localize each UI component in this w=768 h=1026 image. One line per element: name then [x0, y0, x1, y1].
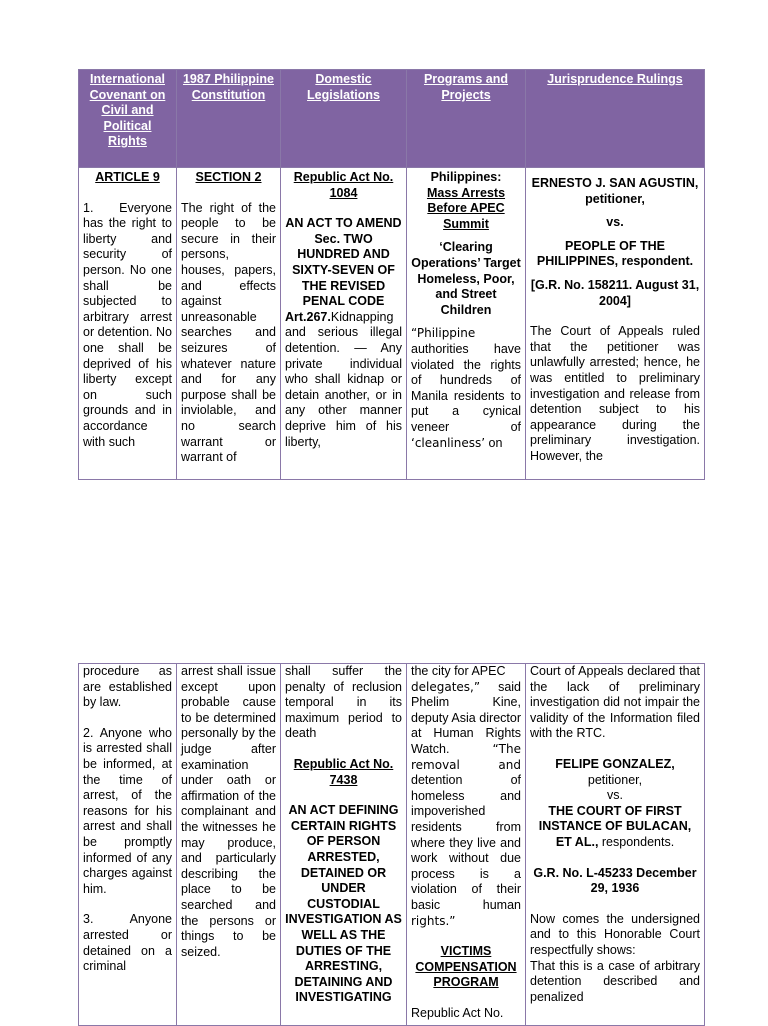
program-country: Philippines:: [430, 170, 502, 184]
program-tail-text: Republic Act No.: [411, 1005, 504, 1020]
cell-iccpr-cont: [79, 664, 177, 1026]
program-attribution: said Phelim Kine, deputy Asia director at Human Rights Watch.: [411, 679, 521, 756]
header-iccpr: International Covenant on Civil and Political Rights: [79, 70, 177, 168]
ra-7438-title: Republic Act No. 7438: [293, 756, 394, 787]
case-2-petitioner: [530, 757, 700, 788]
ruling-2-text: Now comes the undersigned and to this Honorable Court respectfully shows:: [530, 911, 700, 957]
case-2-petitioner-role: petitioner,: [587, 772, 643, 787]
cell-jurisprudence-cont: [526, 664, 705, 1026]
program-line-1: the city for APEC: [411, 664, 506, 678]
header-jurisprudence: Jurisprudence Rulings: [526, 70, 705, 168]
case-2-petitioner-name: FELIPE GONZALEZ,: [555, 756, 675, 771]
article-para-3: 3. Anyone arrested or detained on a criminal: [83, 912, 172, 974]
case-vs: vs.: [606, 215, 624, 230]
content-row-1: [79, 168, 705, 480]
program-quote-2-open: “The removal and: [411, 741, 521, 772]
section-text-cont: arrest shall issue except upon probable cause to be determined personally by the judge after examination under oath or affirmation of the complainant and the witnesses he may produce, and particularly describing the place to be searched and the persons or things to be seized.: [181, 664, 276, 959]
article-title: ARTICLE 9: [95, 170, 160, 184]
art-267-text-cont: shall suffer the penalty of reclusion temporal in its maximum period to death: [285, 664, 402, 741]
case-gr-number: [G.R. No. 158211. August 31, 2004]: [530, 277, 700, 308]
program-subtitle: ‘Clearing Operations’ Target Homeless, Poor, and Street Children: [411, 240, 521, 317]
ra-1084-subtitle: AN ACT TO AMEND Sec. TWO HUNDRED AND SIXTY-SEVEN OF THE REVISED PENAL CODE: [285, 216, 402, 309]
case-2-vs: vs.: [607, 788, 623, 803]
cell-iccpr: [79, 168, 177, 480]
program-text-cont: [411, 664, 521, 929]
comparison-table-continued: [78, 663, 705, 1026]
cell-jurisprudence: [526, 168, 705, 480]
program-quote-2-body: detention of homeless and impoverished residents from where they live and work without due process is a violation of their basic human: [411, 773, 521, 912]
article-body: Kidnapping and serious illegal detention. — Any private individual who shall kidnap or detain another, or in any other manner deprive him of his liberty,: [285, 309, 402, 449]
cell-legislation: [281, 168, 407, 480]
case-party-petitioner: ERNESTO J. SAN AGUSTIN, petitioner,: [531, 176, 699, 206]
article-text-cont: procedure as are established by law.: [83, 664, 172, 710]
case-2-gr-number: G.R. No. L-45233 December 29, 1936: [533, 865, 697, 896]
ruling-text: The Court of Appeals ruled that the petitioner was unlawfully arrested; hence, he was entitled to preliminary investigation and release from detention subject to his appearance during the preliminary investigation. However, the: [530, 324, 700, 463]
program-tail: on: [488, 435, 503, 450]
header-row: [79, 70, 705, 168]
ruling-text-cont: Court of Appeals declared that the lack of preliminary investigation did not impair the validity of the Information filed with the RTC.: [530, 664, 700, 741]
header-programs: Programs and Projects: [407, 70, 526, 168]
case-2-respondent: [530, 804, 700, 851]
ruling-2-text-cont: That this is a case of arbitrary detention described and penalized: [530, 958, 700, 1004]
program-text: [411, 326, 521, 451]
cell-constitution: [177, 168, 281, 480]
case-2-respondent-role: respondents.: [598, 834, 675, 849]
article-number: Art.267.: [285, 309, 331, 324]
article-para-2: 2. Anyone who is arrested shall be informed, at the time of arrest, of the reasons for his arrest and shall be promptly informed of any charges against him.: [83, 725, 172, 896]
quote-word: ‘cleanliness’: [411, 435, 486, 450]
case-2-respondent-name: THE COURT OF FIRST INSTANCE OF BULACAN, ET AL.,: [538, 803, 692, 849]
program-quote-2-close: rights.”: [411, 913, 456, 928]
content-row-2: [79, 664, 705, 1026]
ra-7438-subtitle: AN ACT DEFINING CERTAIN RIGHTS OF PERSON ARRESTED, DETAINED OR UNDER CUSTODIAL INVESTIGATION AS WELL AS THE DUTIES OF THE ARRESTING, DETAINING AND INVESTIGATING: [285, 803, 402, 1005]
ra-1084-title: Republic Act No. 1084: [293, 170, 394, 200]
victims-program-title: VICTIMS COMPENSATION PROGRAM: [415, 944, 517, 990]
header-constitution: 1987 Philippine Constitution: [177, 70, 281, 168]
program-title: Mass Arrests Before APEC Summit: [426, 185, 506, 231]
cell-programs: [407, 168, 526, 480]
program-body: authorities have violated the rights of hundreds of Manila residents to put a cynical veneer of: [411, 341, 521, 434]
cell-programs-cont: [407, 664, 526, 1026]
header-legislations: Domestic Legislations: [281, 70, 407, 168]
program-heading: [411, 170, 521, 232]
cell-legislation-cont: [281, 664, 407, 1026]
art-267-text: [285, 310, 402, 450]
article-text: 1. Everyone has the right to liberty and security of person. No one shall be subjected to arbitrary arrest or detention. No one shall be deprived of his liberty except on such grounds and in accordance with such: [83, 200, 172, 449]
comparison-table-top: [78, 69, 705, 480]
case-party-respondent: PEOPLE OF THE PHILIPPINES, respondent.: [536, 238, 694, 269]
cell-constitution-cont: [177, 664, 281, 1026]
quote-open: “Philippine: [411, 326, 476, 341]
program-quote-close: delegates,”: [411, 679, 481, 694]
section-text: The right of the people to be secure in their persons, houses, papers, and effects against unreasonable searches and seizures of whatever nature and for any purpose shall be inviolable, and no search warrant or warrant of: [181, 200, 276, 465]
section-title: SECTION 2: [195, 170, 262, 184]
